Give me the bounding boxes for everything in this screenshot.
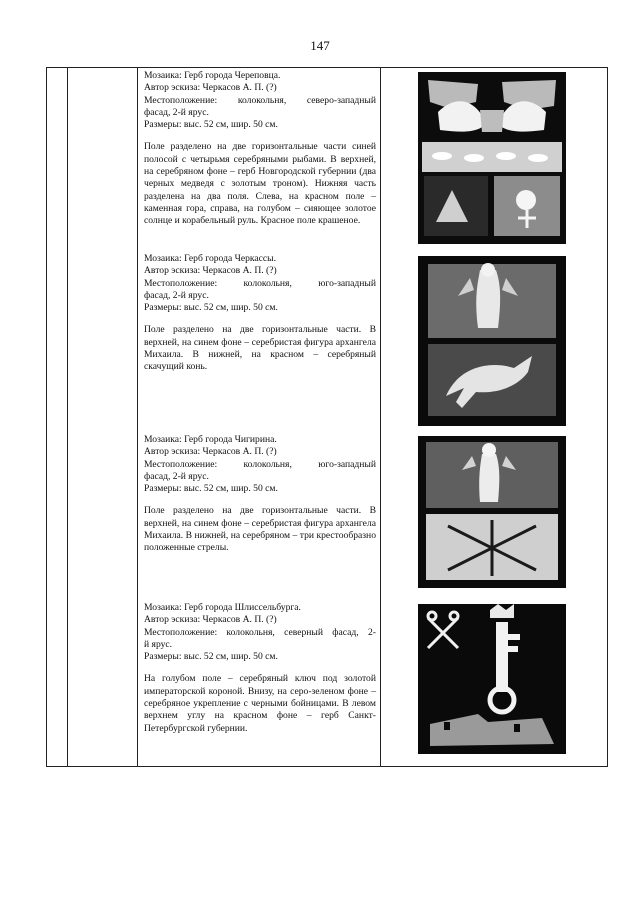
location-line: Местоположение: колокольня, юго-западный — [144, 458, 376, 470]
dimensions: Размеры: выс. 52 см, шир. 50 см. — [144, 483, 278, 495]
description: Поле разделено на две горизонтальные части синей полосой с четырьмя серебряными рыбами. В верхней, на серебряном фоне – герб Новгородской губернии (два черных медведя с золотым троном). Нижняя часть разделена на два поля. Слева, на красном поле – каменная гора, справа, на голубом – сияющее золотое солнце и корабельный руль. Красное поле крашеное. — [144, 141, 376, 227]
location-line: Местоположение: колокольня, юго-западный — [144, 277, 376, 289]
location-line: Местоположение: колокольня, северный фасад, 2- — [144, 626, 376, 638]
cherepovets-coat-of-arms-photo — [418, 72, 566, 244]
shlisselburg-coat-of-arms-photo — [418, 604, 566, 754]
mosaic-title: Мозаика: Герб города Черкассы. — [144, 253, 277, 264]
entry-cherepovets — [144, 70, 376, 228]
chigirin-coat-of-arms-photo — [418, 436, 566, 588]
mosaic-title: Мозаика: Герб города Шлиссельбурга. — [144, 602, 301, 613]
location-line: фасад, 2-й ярус. — [144, 470, 209, 482]
cherkassy-coat-of-arms-photo — [418, 256, 566, 426]
sketch-author: Автор эскиза: Черкасов А. П. (?) — [144, 82, 277, 94]
location-line: Местоположение: колокольня, северо-западный — [144, 94, 376, 106]
description: Поле разделено на две горизонтальные части. В верхней, на синем фоне – серебристая фигура архангела Михаила. В нижней, на серебряном – три крестообразно положенные стрелы. — [144, 505, 376, 554]
sketch-author: Автор эскиза: Черкасов А. П. (?) — [144, 265, 277, 277]
sketch-author: Автор эскиза: Черкасов А. П. (?) — [144, 614, 277, 626]
entry-cherkassy — [144, 253, 376, 374]
description: Поле разделено на две горизонтальные части. В верхней, на синем фоне – серебристая фигура архангела Михаила. В нижней, на красном – серебряный скачущий конь. — [144, 324, 376, 373]
location-line: фасад, 2-й ярус. — [144, 106, 209, 118]
location-line: й ярус. — [144, 638, 173, 650]
sketch-author: Автор эскиза: Черкасов А. П. (?) — [144, 446, 277, 458]
mosaic-title: Мозаика: Герб города Череповца. — [144, 70, 281, 81]
entry-chigirin — [144, 434, 376, 555]
entry-shlisselburg — [144, 602, 376, 735]
page-number: 147 — [310, 38, 330, 53]
dimensions: Размеры: выс. 52 см, шир. 50 см. — [144, 651, 278, 663]
location-line: фасад, 2-й ярус. — [144, 289, 209, 301]
dimensions: Размеры: выс. 52 см, шир. 50 см. — [144, 302, 278, 314]
mosaic-title: Мозаика: Герб города Чигирина. — [144, 434, 277, 445]
description: На голубом поле – серебряный ключ под золотой императорской короной. Внизу, на серо-зеленом фоне – серебряное укрепление с черными бойницами. В левом верхнем углу на красном фоне – герб Санкт-Петербургской губернии. — [144, 673, 376, 734]
dimensions: Размеры: выс. 52 см, шир. 50 см. — [144, 119, 278, 131]
column-divider — [380, 68, 381, 766]
column-divider — [137, 68, 138, 766]
column-divider — [67, 68, 68, 766]
